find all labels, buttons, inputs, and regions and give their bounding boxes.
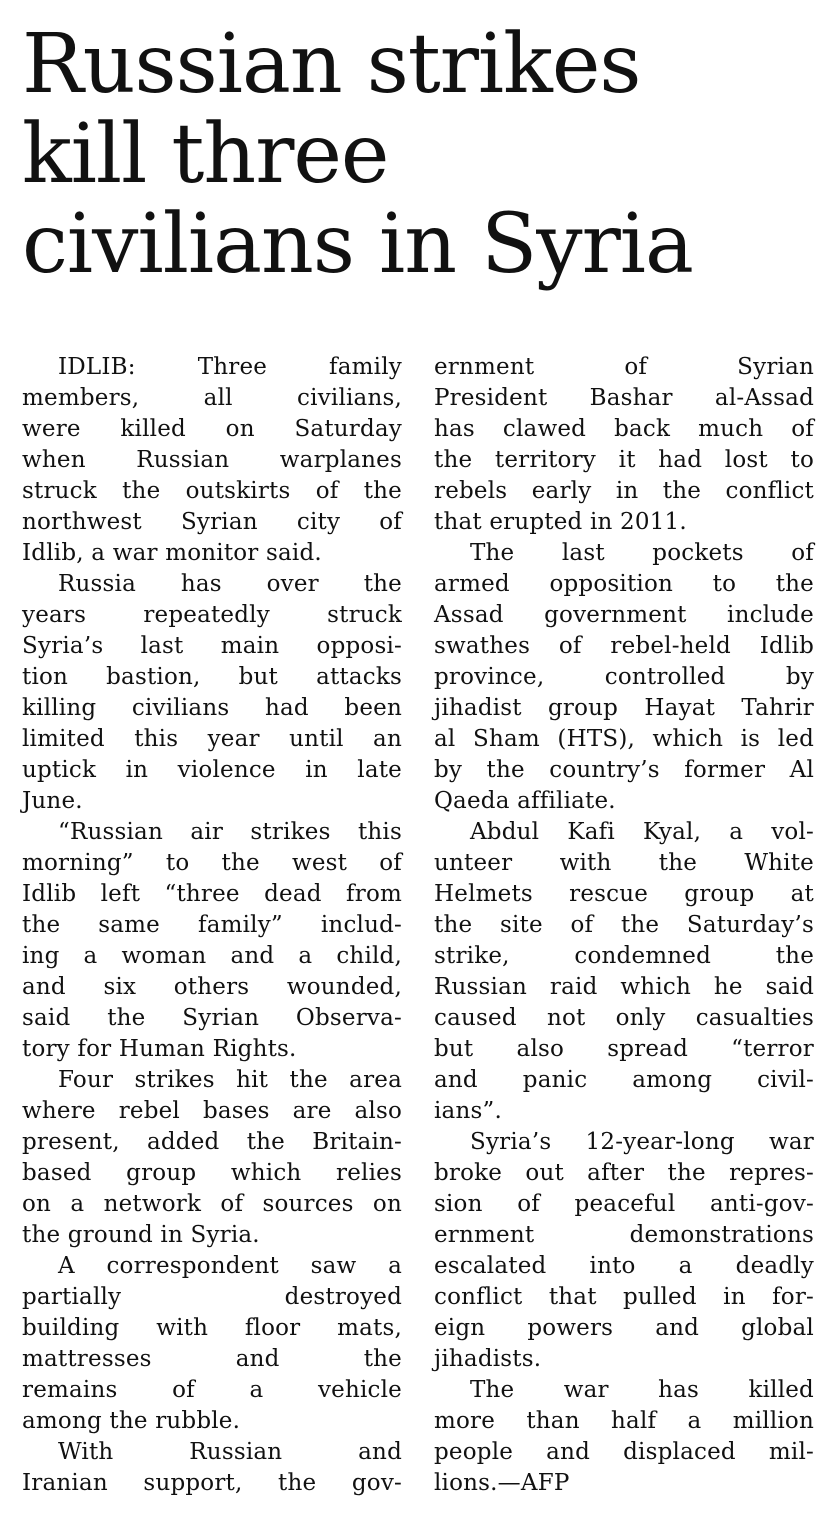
- article-text-line: Idlib left “three dead from: [22, 881, 402, 907]
- article-text-line: mattresses and the: [22, 1346, 402, 1372]
- article-text-line: lions.—AFP: [434, 1470, 570, 1496]
- headline: [22, 17, 822, 292]
- article-text-line: members, all civilians,: [22, 385, 402, 411]
- article-text-line: ernment of Syrian: [434, 354, 814, 380]
- article-text-line: Qaeda affiliate.: [434, 788, 616, 814]
- article-text-line: Russia has over the: [58, 571, 402, 597]
- article-text-line: by the country’s former Al: [434, 757, 814, 783]
- article-text-line: struck the outskirts of the: [22, 478, 402, 504]
- article-text-line: the site of the Saturday’s: [434, 912, 814, 938]
- article-text-line: June.: [22, 788, 83, 814]
- article-text-line: tory for Human Rights.: [22, 1036, 297, 1062]
- article-text-line: Helmets rescue group at: [434, 881, 814, 907]
- article-text-line: people and displaced mil-: [434, 1439, 814, 1465]
- article-text-line: Idlib, a war monitor said.: [22, 540, 322, 566]
- article-text-line: when Russian warplanes: [22, 447, 402, 473]
- article-text-line: the same family” includ-: [22, 912, 402, 938]
- article-text-line: rebels early in the conflict: [434, 478, 814, 504]
- article-text-line: remains of a vehicle: [22, 1377, 402, 1403]
- article-text-line: ing a woman and a child,: [22, 943, 402, 969]
- headline-line: civilians in Syria: [22, 197, 693, 292]
- article-text-line: conflict that pulled in for-: [434, 1284, 814, 1310]
- article-text-line: northwest Syrian city of: [22, 509, 402, 535]
- article-text-line: armed opposition to the: [434, 571, 814, 597]
- article-text-line: that erupted in 2011.: [434, 509, 687, 535]
- article-text-line: broke out after the repres-: [434, 1160, 814, 1186]
- article-text-line: where rebel bases are also: [22, 1098, 402, 1124]
- article-text-line: but also spread “terror: [434, 1036, 814, 1062]
- article-text-line: Abdul Kafi Kyal, a vol-: [470, 819, 814, 845]
- article-text-line: jihadists.: [434, 1346, 542, 1372]
- article-text-line: al Sham (HTS), which is led: [434, 726, 814, 752]
- article-text-line: based group which relies: [22, 1160, 402, 1186]
- article-text-line: killing civilians had been: [22, 695, 402, 721]
- article-text-line: years repeatedly struck: [22, 602, 402, 628]
- article-text-line: IDLIB: Three family: [58, 354, 402, 380]
- article-column-right: [434, 352, 814, 1499]
- article-text-line: unteer with the White: [434, 850, 814, 876]
- article-text-line: partially destroyed: [22, 1284, 402, 1310]
- article-column-left: [22, 352, 402, 1499]
- article-text-line: uptick in violence in late: [22, 757, 402, 783]
- article-text-line: building with floor mats,: [22, 1315, 402, 1341]
- headline-line: Russian strikes: [22, 17, 641, 112]
- article-text-line: The war has killed: [470, 1377, 814, 1403]
- article-text-line: Syria’s 12-year-long war: [470, 1129, 814, 1155]
- article-text-line: among the rubble.: [22, 1408, 241, 1434]
- article-text-line: limited this year until an: [22, 726, 402, 752]
- article-text-line: has clawed back much of: [434, 416, 814, 442]
- article-text-line: With Russian and: [58, 1439, 402, 1465]
- article-text-line: ernment demonstrations: [434, 1222, 814, 1248]
- article-text-line: more than half a million: [434, 1408, 814, 1434]
- article-text-line: province, controlled by: [434, 664, 814, 690]
- article-text-line: morning” to the west of: [22, 850, 402, 876]
- article-text-line: President Bashar al-Assad: [434, 385, 814, 411]
- article-text-line: tion bastion, but attacks: [22, 664, 402, 690]
- article-text-line: swathes of rebel-held Idlib: [434, 633, 814, 659]
- article-text-line: were killed on Saturday: [22, 416, 402, 442]
- article-text-line: strike, condemned the: [434, 943, 814, 969]
- article-text-line: eign powers and global: [434, 1315, 814, 1341]
- article-text-line: Iranian support, the gov-: [22, 1470, 402, 1496]
- article-text-line: Russian raid which he said: [434, 974, 814, 1000]
- article-text-line: and six others wounded,: [22, 974, 402, 1000]
- article-text-line: sion of peaceful anti-gov-: [434, 1191, 814, 1217]
- article-text-line: ians”.: [434, 1098, 502, 1124]
- article-text-line: Assad government include: [434, 602, 814, 628]
- headline-line: kill three: [22, 107, 389, 202]
- article-text-line: the territory it had lost to: [434, 447, 814, 473]
- article-text-line: and panic among civil-: [434, 1067, 814, 1093]
- article-text-line: “Russian air strikes this: [58, 819, 402, 845]
- article-text-line: caused not only casualties: [434, 1005, 814, 1031]
- article-text-line: on a network of sources on: [22, 1191, 402, 1217]
- article-text-line: Four strikes hit the area: [58, 1067, 402, 1093]
- article-text-line: A correspondent saw a: [58, 1253, 402, 1279]
- article-text-line: the ground in Syria.: [22, 1222, 260, 1248]
- article-text-line: jihadist group Hayat Tahrir: [434, 695, 814, 721]
- article-text-line: escalated into a deadly: [434, 1253, 814, 1279]
- article-text-line: Syria’s last main opposi-: [22, 633, 402, 659]
- article-text-line: The last pockets of: [470, 540, 814, 566]
- article-text-line: present, added the Britain-: [22, 1129, 402, 1155]
- article-text-line: said the Syrian Observa-: [22, 1005, 402, 1031]
